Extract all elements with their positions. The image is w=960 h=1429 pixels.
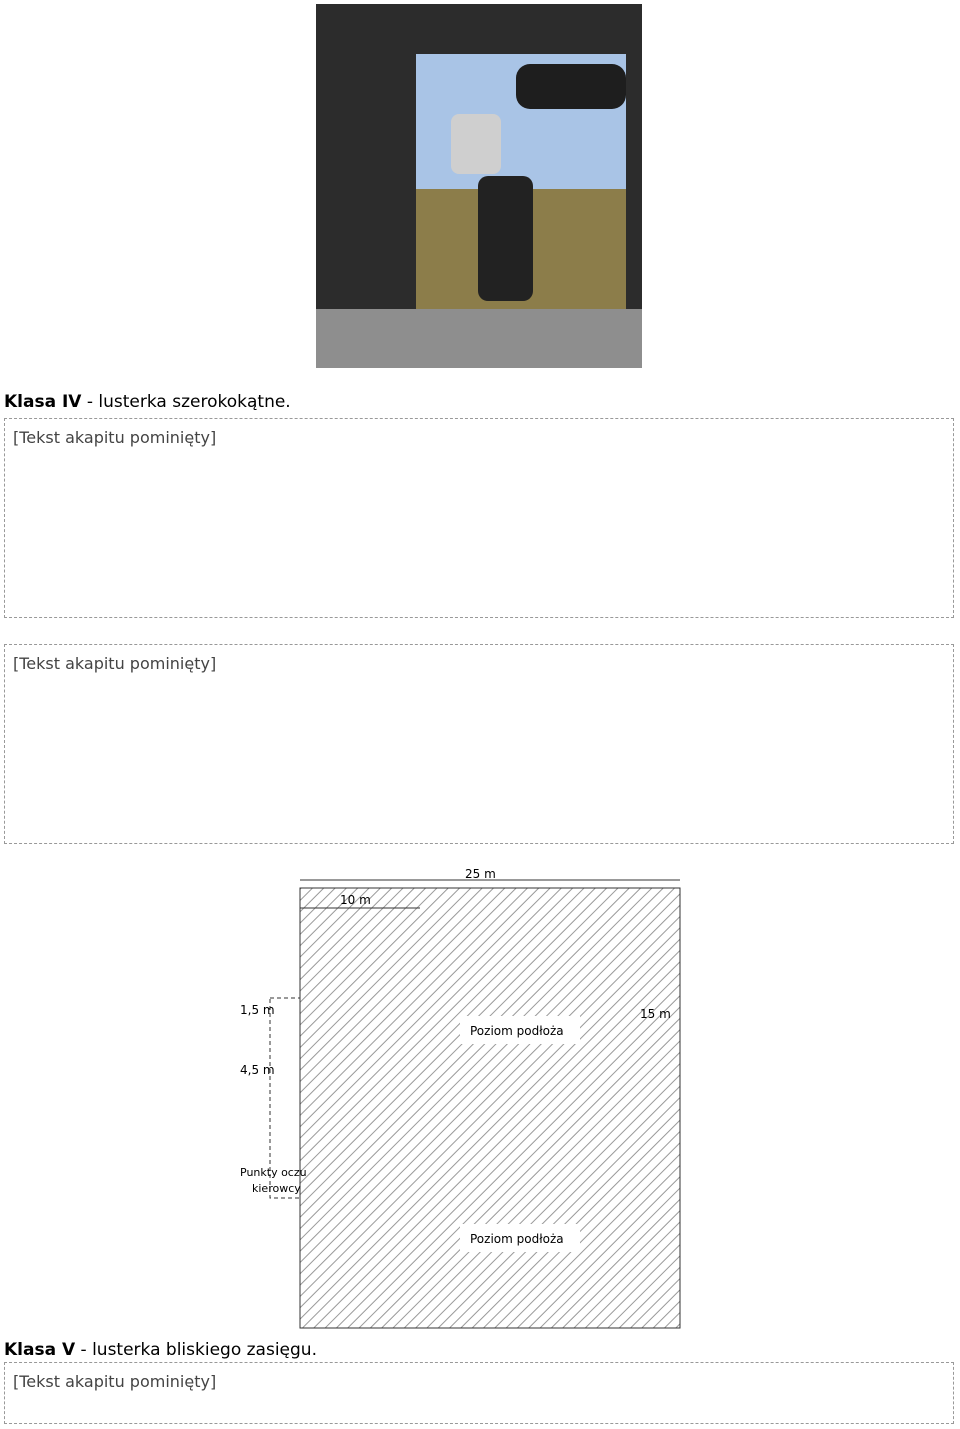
class-v-paragraph-omitted: [Tekst akapitu pominięty] [4, 1362, 954, 1424]
dim-15-label: 15 m [640, 1007, 671, 1021]
truck-cab-mirror-photo [316, 4, 642, 368]
dim-4-5-label: 4,5 m [240, 1063, 275, 1077]
class-iv-heading: Klasa IV - lusterka szerokokątne. [4, 392, 291, 412]
eyes-label-line-1: Punkty oczu [240, 1166, 307, 1179]
dim-10-label: 10 m [340, 893, 371, 907]
ground-label-bottom: Poziom podłoża [470, 1232, 564, 1246]
ground-label-top: Poziom podłoża [470, 1024, 564, 1038]
photo-illustration [316, 4, 642, 368]
class-iv-paragraph-2-omitted: [Tekst akapitu pominięty] [4, 644, 954, 844]
dim-25-label: 25 m [465, 868, 496, 881]
class-iv-paragraph-1-omitted: [Tekst akapitu pominięty] [4, 418, 954, 618]
class-v-heading: Klasa V - lusterka bliskiego zasięgu. [4, 1340, 317, 1360]
dim-1-5-label: 1,5 m [240, 1003, 275, 1017]
field-of-vision-diagram [230, 868, 700, 1338]
eyes-label-line-2: kierowcy [252, 1182, 301, 1195]
